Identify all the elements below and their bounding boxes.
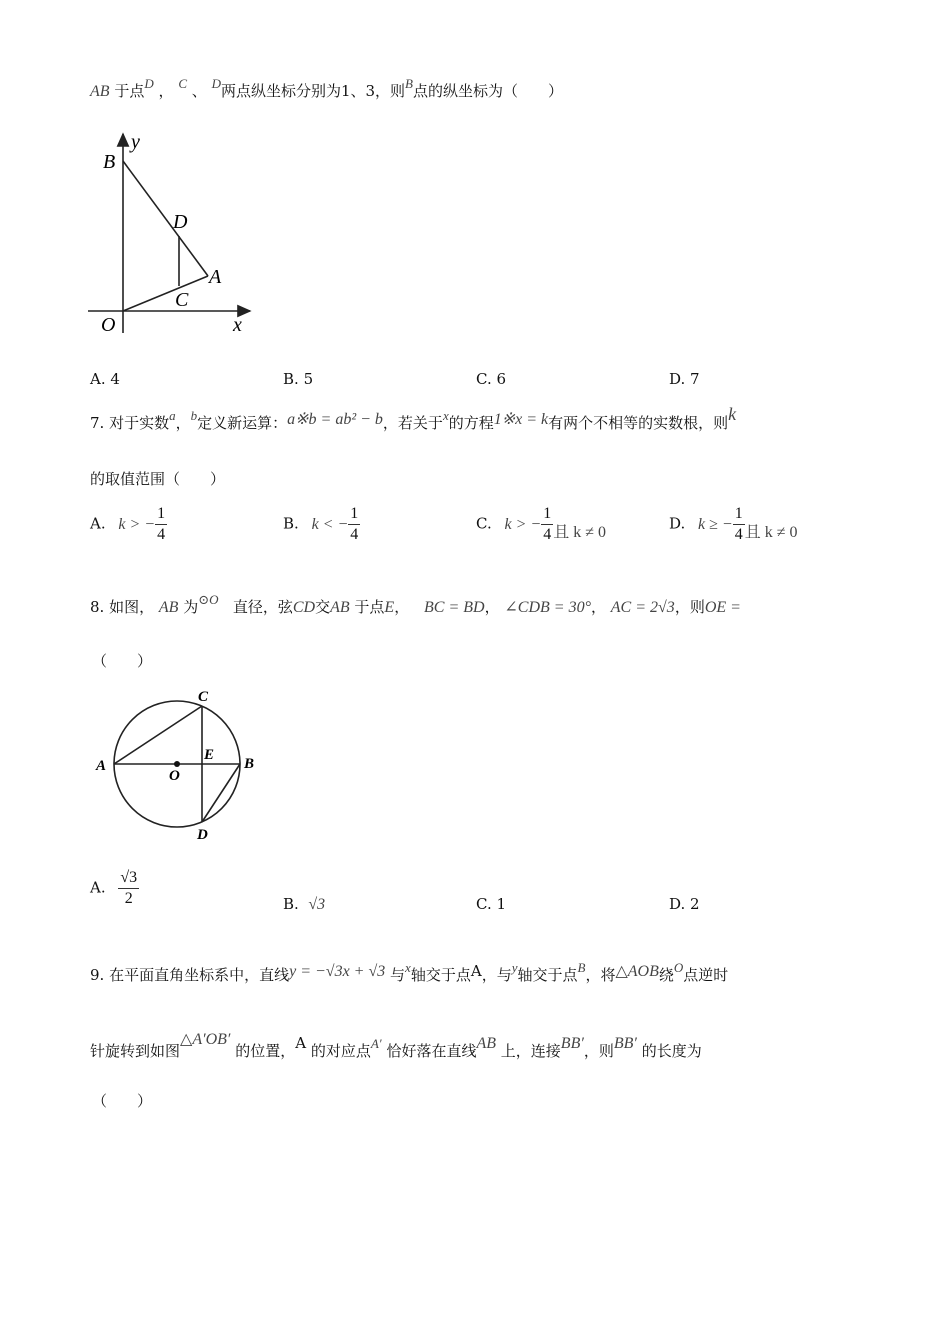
label-A: A [96,758,107,774]
option-key: C. [476,514,492,533]
math-A-prime: A′ [370,1036,382,1051]
denominator: 4 [543,526,552,543]
text: 交 [315,598,331,616]
option-key: B. [283,514,299,533]
math-y: y [511,960,518,975]
option-value: 2 [690,895,700,913]
label-y: y [131,131,140,153]
label-O: O [169,768,180,784]
q8-answer-bracket: （ ） [92,652,153,670]
sep: 、 [191,82,207,100]
math-BB-prime: BB′ [613,1035,637,1052]
math-D2: D [211,76,221,91]
numerator: 1 [155,504,167,525]
point-A: A [470,962,482,980]
fraction [541,504,553,545]
math-D: D [144,76,154,91]
math-triangle-A-prime-OB-prime: △A′OB′ [180,1031,231,1048]
q6-coordinate-figure [85,128,265,343]
option-value: 4 [110,370,120,388]
option-key: A. [90,370,106,388]
text: 点逆时 [683,966,729,984]
q8-option-c[interactable] [476,895,506,913]
q7-option-a[interactable] [90,504,167,545]
option-key: D. [669,895,686,913]
math-BB-prime: BB′ [560,1035,584,1052]
segment-OA [123,276,208,311]
math-triangle-AOB: △AOB [615,963,659,980]
text: 的位置， [235,1042,296,1060]
option-expr: k > − [504,515,542,533]
label-C: C [175,289,189,311]
question-number: 8. 如图， [90,598,155,616]
q8-circle-figure [90,682,265,844]
q7-line-1 [90,404,737,433]
math-x: x [405,960,411,975]
label-B: B [244,756,255,772]
q9-line-1 [90,960,729,985]
math-E: E [384,599,395,616]
text: 点的纵坐标为（ ） [413,82,564,100]
math-angle: ∠CDB = 30° [504,599,591,616]
text: ，若关于 [382,414,443,432]
math-k: k [728,404,737,424]
option-key: D. [669,370,686,388]
math-B: B [405,76,413,91]
option-value: √3 [308,896,326,913]
text: ，将 [585,966,616,984]
question-number: 9. 在平面直角坐标系中，直线 [90,966,290,984]
option-expr: k > − [118,515,156,533]
label-O: O [101,314,116,336]
option-key: B. [283,370,299,388]
math-operation: a※b = ab² − b [287,411,383,428]
option-key: A. [90,514,106,533]
math-equation: 1※x = k [493,411,549,428]
option-value: 7 [690,370,700,388]
segment-BD [202,764,240,822]
option-value: 6 [496,370,507,388]
math-a: a [169,408,176,423]
text: 的方程 [448,414,494,432]
comma: ， [484,598,500,616]
math-AB: AB [476,1035,496,1052]
text: ，则 [674,598,705,616]
math-arc-equality: BC = BD [424,599,485,616]
fraction [733,504,745,545]
q7-option-c[interactable] [476,504,606,545]
q8-option-d[interactable] [669,895,700,913]
q9-answer-bracket: （ ） [92,1092,153,1110]
math-CD: CD [292,599,316,616]
comma: ， [158,82,174,100]
math-O: O [673,960,684,975]
fraction [155,504,167,545]
text: 恰好落在直线 [386,1042,477,1060]
option-key: D. [669,514,686,533]
text: 直径，弦 [232,598,293,616]
text: 针旋转到如图 [90,1042,181,1060]
q7-option-b[interactable] [283,504,360,545]
option-expr: k ≥ − [698,515,733,533]
option-condition: 且 k ≠ 0 [744,523,798,541]
text: 的对应点 [310,1042,371,1060]
label-D: D [197,827,208,843]
denominator: 4 [734,526,743,543]
text: 于点 [354,598,385,616]
option-key: A. [90,878,106,897]
numerator: 1 [348,504,360,525]
label-B: B [103,151,116,173]
text: 为 [183,598,199,616]
label-A: A [209,266,222,288]
q8-option-a[interactable] [90,868,139,909]
math-b: b [190,408,198,423]
label-D: D [173,211,188,233]
question-number: 7. 对于实数 [90,414,170,432]
fraction [348,504,360,545]
option-expr: k < − [311,515,349,533]
math-AB: AB [158,599,179,616]
q6-option-c[interactable] [476,370,506,388]
math-circle-O: ⊙O [198,592,219,607]
option-key: C. [476,895,492,913]
text: 的长度为 [641,1042,702,1060]
math-x: x [442,408,449,423]
q7-line-2: 的取值范围（ ） [90,470,226,488]
text: 与 [390,966,406,984]
center-point [174,761,180,767]
segment-BA [123,161,208,276]
q9-line-2 [90,1031,702,1061]
option-value: 1 [496,895,507,913]
math-C: C [178,76,187,91]
q8-line-1 [90,592,741,617]
q6-option-b[interactable] [283,370,313,388]
segment-AC [114,706,202,764]
numerator: 1 [733,504,745,525]
math-AB: AB [90,83,110,100]
math-AC: AC = 2√3 [610,599,675,616]
q6-option-a[interactable] [90,370,120,388]
point-A: A [295,1034,307,1052]
denominator: 2 [124,890,133,907]
numerator: 1 [541,504,553,525]
comma: ， [590,598,606,616]
text: 有两个不相等的实数根，则 [548,414,729,432]
option-condition: 且 k ≠ 0 [553,523,606,541]
option-key: C. [476,370,492,388]
denominator: 4 [350,526,359,543]
option-key: B. [283,895,299,913]
q6-tail-line [90,76,564,101]
text: 轴交于点 [517,966,578,984]
math-AB: AB [330,599,350,616]
denominator: 4 [157,526,166,543]
text: 定义新运算： [197,414,288,432]
q8-option-b[interactable] [283,895,325,914]
numerator: √3 [118,868,139,889]
label-x: x [233,314,242,336]
math-B: B [577,960,586,975]
text: 于点 [114,82,145,100]
text: 两点纵坐标分别为1、3，则 [220,82,406,100]
label-C: C [198,689,209,705]
text: 上，连接 [500,1042,561,1060]
q6-option-d[interactable] [669,370,700,388]
math-OE: OE = [704,599,741,616]
comma: ， [175,414,191,432]
fraction [118,868,139,909]
comma: ， [394,598,410,616]
text: 轴交于点 [410,966,471,984]
text: ，与 [481,966,512,984]
text: ，则 [583,1042,614,1060]
label-E: E [204,747,215,763]
option-value: 5 [303,370,314,388]
math-line-equation: y = −√3x + √3 [289,963,386,980]
text: 绕 [658,966,674,984]
q7-option-d[interactable] [669,504,798,545]
